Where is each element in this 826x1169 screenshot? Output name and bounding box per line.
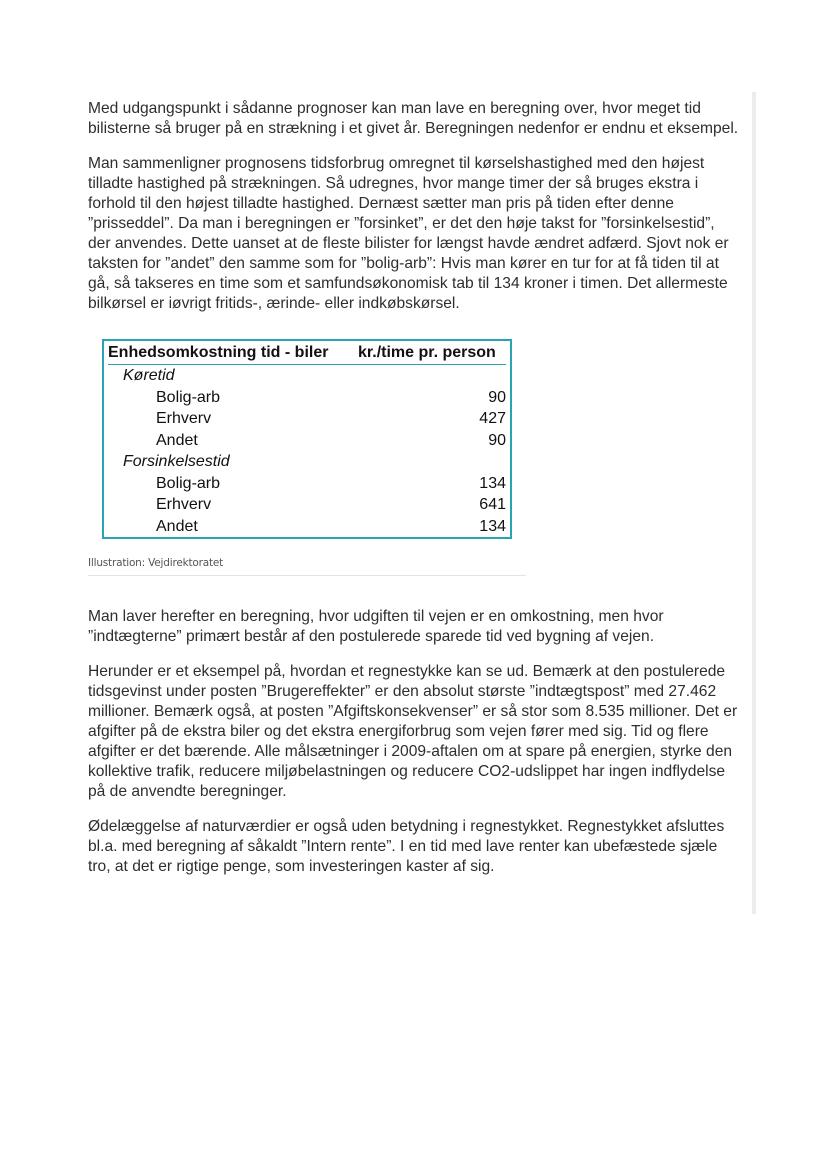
paragraphs-after-table xyxy=(88,607,740,877)
row-value: 90 xyxy=(488,388,506,406)
table-row xyxy=(108,387,506,409)
table-row xyxy=(108,408,506,430)
row-label: Bolig-arb xyxy=(156,474,221,492)
figure-caption: Illustration: Vejdirektoratet xyxy=(88,557,224,569)
table-group-koretid: Køretid xyxy=(123,367,175,384)
row-label: Bolig-arb xyxy=(156,388,221,406)
figure-unit-cost-table xyxy=(88,339,528,576)
paragraph-method: Man sammenligner prognosens tidsforbrug omregnet til kørselshastighed med den højest tilladte hastighed på strækningen. Så udregnes, hvor mange timer der så bruges ekstra i forhold til den højest tilladte hastighed. Dernæst sætter man pris på tiden efter denne ”prisseddel”. Da man i beregningen er ”forsinket”, er det den høje takst for ”forsinkelsestid”, der anvendes. Dette uanset at de fleste bilister for længst havde ændret adfærd. Sjovt nok er taksten for ”andet” den samme som for ”bolig-arb”: Hvis man kører en tur for at få tiden til at gå, så takseres en time som et samfundsøkonomisk tab til 134 kroner i timen. Det allermeste bilkørsel er iøvrigt fritids-, ærinde- eller indkøbskørsel. xyxy=(88,155,729,312)
paragraph-nature: Ødelæggelse af naturværdier er også uden betydning i regnestykket. Regnestykket afsluttes bl.a. med beregning af såkaldt ”Intern rente”. I en tid med lave renter kan ubefæstede sjæle tro, at det er rigtige penge, som investeringen kaster af sig. xyxy=(88,818,725,875)
paragraph-intro: Med udgangspunkt i sådanne prognoser kan man lave en beregning over, hvor meget tid bilisterne så bruger på en strækning i et givet år. Beregningen nedenfor er endnu et eksempel. xyxy=(88,100,739,137)
table-row xyxy=(108,430,506,452)
table-row xyxy=(108,516,506,538)
row-value: 641 xyxy=(479,496,506,513)
row-value: 134 xyxy=(479,474,506,492)
table-header-row xyxy=(108,343,506,365)
paragraph-cost-calc: Man laver herefter en beregning, hvor udgiften til vejen er en omkostning, men hvor ”indtægterne” primært består af den postulerede sparede tid ved bygning af vejen. xyxy=(88,608,664,645)
table-header-category: Enhedsomkostning tid - biler xyxy=(108,344,329,361)
caption-divider xyxy=(88,575,526,576)
table-row xyxy=(108,473,506,495)
row-label: Andet xyxy=(156,431,198,449)
unit-cost-table xyxy=(102,339,512,539)
table-row xyxy=(108,494,506,516)
row-label: Erhverv xyxy=(156,496,212,513)
article-body xyxy=(88,99,740,892)
table-group-forsinkelsestid: Forsinkelsestid xyxy=(123,453,230,470)
table-header-unit: kr./time pr. person xyxy=(358,344,496,361)
page-right-border xyxy=(752,92,756,914)
row-label: Andet xyxy=(156,517,198,535)
row-value: 90 xyxy=(488,431,506,449)
row-value: 427 xyxy=(479,410,506,427)
paragraph-example: Herunder er et eksempel på, hvordan et regnestykke kan se ud. Bemærk at den postulerede tidsgevinst under posten ”Brugereffekter” er den absolut største ”indtægtspost” med 27.462 millioner. Bemærk også, at posten ”Afgiftskonsekvenser” er så stor som 8.535 millioner. Det er afgifter på de ekstra biler og det ekstra energiforbrug som vejen fører med sig. Tid og flere afgifter er det bærende. Alle målsætninger i 2009-aftalen om at spare på energien, styrke den kollektive trafik, reducere miljøbelastningen og reducere CO2-udslippet har ingen indflydelse på de anvendte beregninger. xyxy=(88,663,738,800)
row-label: Erhverv xyxy=(156,410,212,427)
row-value: 134 xyxy=(479,517,506,535)
